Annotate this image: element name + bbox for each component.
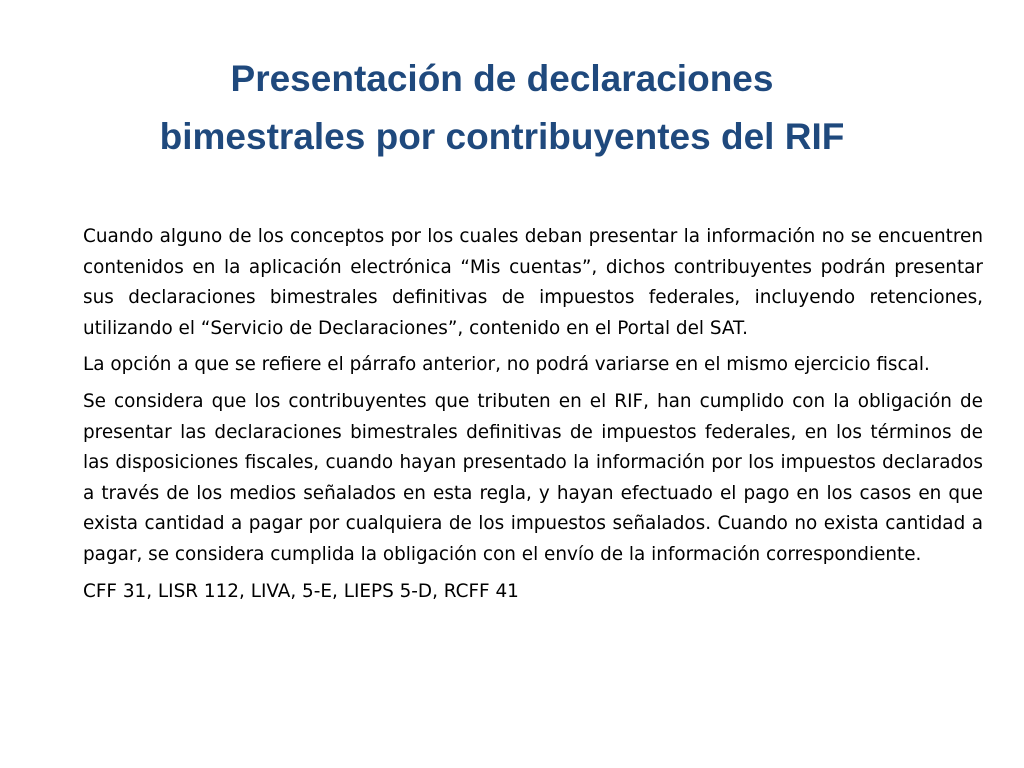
paragraph-mis-cuentas: Cuando alguno de los conceptos por los cuales deban presentar la información no se encuentren contenidos en la aplicación electrónica “Mis cuentas”, dichos contribuyentes podrán presentar sus declaraciones bimestrales definitivas de impuestos federales, incluyendo retenciones, utilizando el “Servicio de Declaraciones”, contenido en el Portal del SAT. (83, 226, 983, 339)
paragraph-references: CFF 31, LISR 112, LIVA, 5-E, LIEPS 5-D, RCFF 41 (83, 580, 519, 602)
paragraph-opcion: La opción a que se refiere el párrafo anterior, no podrá variarse en el mismo ejercicio fiscal. (83, 354, 930, 376)
title-line-1: Presentación de declaraciones (230, 58, 774, 99)
title-line-2: bimestrales por contribuyentes del RIF (159, 116, 845, 157)
slide-body (83, 222, 983, 613)
paragraph-cumplimiento: Se considera que los contribuyentes que tributen en el RIF, han cumplido con la obligación de presentar las declaraciones bimestrales definitivas de impuestos federales, en los términos de las disposiciones fiscales, cuando hayan presentado la información por los impuestos declarados a través de los medios señalados en esta regla, y hayan efectuado el pago en los casos en que exista cantidad a pagar por cualquiera de los impuestos señalados. Cuando no exista cantidad a pagar, se considera cumplida la obligación con el envío de la información correspondiente. (83, 390, 983, 565)
slide-title (60, 50, 944, 166)
